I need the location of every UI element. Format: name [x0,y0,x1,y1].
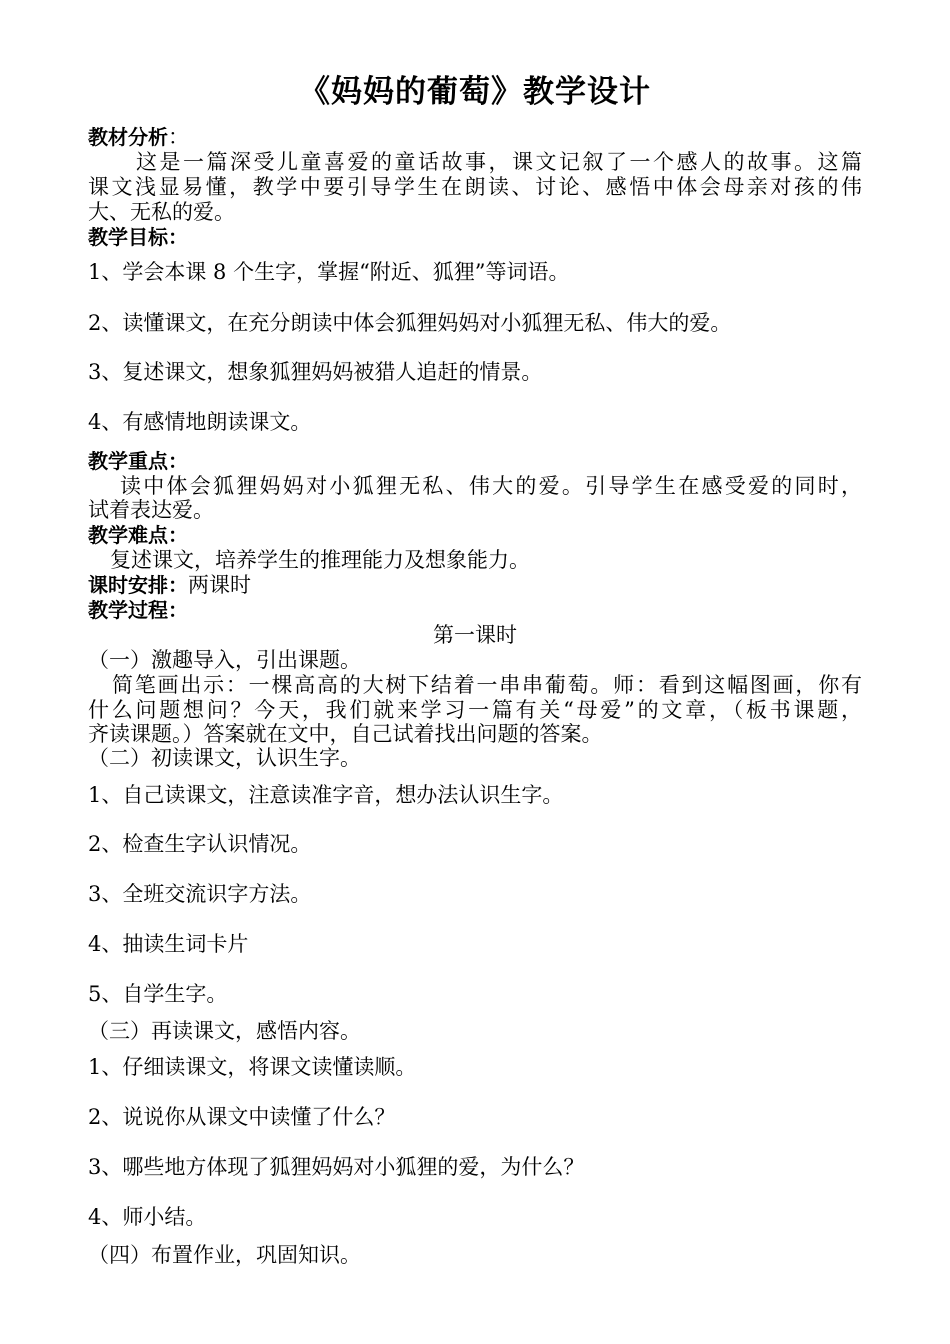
part1-line-1: 简笔画出示：一棵高高的大树下结着一串串葡萄。师：看到这幅图画，你有 [112,673,862,697]
difficulties-line-1: 复述课文，培养学生的推理能力及想象能力。 [110,548,530,572]
part2-item-5: 5、自学生字。 [88,982,228,1006]
part1-line-2: 什么问题想问？今天，我们就来学习一篇有关“母爱”的文章，（板书课题， [88,698,862,722]
objective-item-4: 4、有感情地朗读课文。 [88,410,312,434]
part3-item-3: 3、哪些地方体现了狐狸妈妈对小狐狸的爱，为什么？ [88,1155,585,1179]
objective-item-1: 1、学会本课 8 个生字，掌握“附近、狐狸”等词语。 [88,260,570,284]
analysis-heading-line [88,124,189,150]
analysis-line-2: 课文浅显易懂，教学中要引导学生在朗读、讨论、感悟中体会母亲对孩的伟 [88,175,862,199]
schedule-heading: 课时安排： [88,573,188,597]
part2-item-2: 2、检查生字认识情况。 [88,832,312,856]
part3-item-1: 1、仔细读课文，将课文读懂读顺。 [88,1055,417,1079]
part3-item-4: 4、师小结。 [88,1205,207,1229]
part3-item-2: 2、说说你从课文中读懂了什么？ [88,1105,396,1129]
analysis-line-3: 大、无私的爱。 [88,200,235,224]
analysis-heading: 教材分析 [88,125,168,149]
schedule-line [88,572,251,598]
part2-item-1: 1、自己读课文，注意读准字音，想办法认识生字。 [88,783,564,807]
objective-item-2: 2、读懂课文，在充分朗读中体会狐狸妈妈对小狐狸无私、伟大的爱。 [88,311,732,335]
part3-title: （三）再读课文，感悟内容。 [88,1019,361,1043]
key-points-line-2: 试着表达爱。 [88,498,214,522]
part2-item-4: 4、抽读生词卡片 [88,932,249,956]
key-points-line-1: 读中体会狐狸妈妈对小狐狸无私、伟大的爱。引导学生在感受爱的同时， [120,474,862,498]
part2-item-3: 3、全班交流识字方法。 [88,882,312,906]
schedule-value: 两课时 [188,573,251,597]
key-points-heading: 教学重点： [88,449,188,473]
part1-title: （一）激趣导入，引出课题。 [88,648,361,672]
document-title: 《妈妈的葡萄》教学设计 [299,74,651,110]
analysis-line-1: 这是一篇深受儿童喜爱的童话故事，课文记叙了一个感人的故事。这篇 [136,150,862,174]
objective-item-3: 3、复述课文，想象狐狸妈妈被猎人追赶的情景。 [88,360,543,384]
part1-line-3: 齐读课题。）答案就在文中，自己试着找出问题的答案。 [88,722,603,746]
part2-title: （二）初读课文，认识生字。 [88,746,361,770]
process-heading: 教学过程： [88,598,188,622]
analysis-heading-colon: ： [168,125,189,149]
objectives-heading: 教学目标： [88,225,188,249]
lesson-title: 第一课时 [433,623,517,647]
part4-title: （四）布置作业，巩固知识。 [88,1243,361,1267]
difficulties-heading: 教学难点： [88,523,188,547]
